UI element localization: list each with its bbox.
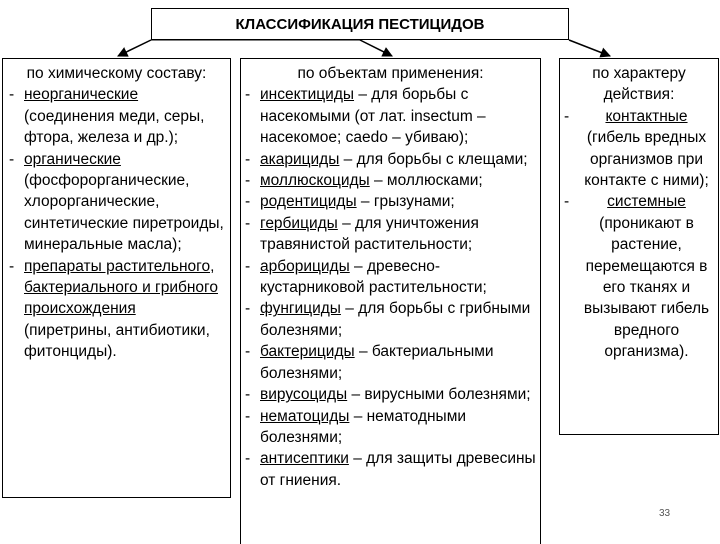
list-item <box>245 406 536 449</box>
dash-bullet: - <box>564 107 570 125</box>
dash-bullet: - <box>9 150 15 168</box>
arrow-right <box>569 40 610 56</box>
term: препараты растительного, бактериального и грибного происхождения <box>24 257 218 318</box>
list-item <box>245 170 536 191</box>
dash-bullet: - <box>245 214 251 232</box>
column-heading: по характеру действия: <box>592 65 686 104</box>
list-item <box>245 448 536 491</box>
column-heading: по химическому составу: <box>26 65 207 82</box>
description: – вирусными болезнями; <box>347 386 531 404</box>
dash-bullet: - <box>245 257 251 275</box>
list-item <box>9 84 224 148</box>
dash-bullet: - <box>564 193 570 211</box>
column-mode-of-action <box>559 58 719 435</box>
list-item <box>245 298 536 341</box>
column-chemical-composition <box>2 58 231 498</box>
term: гербициды <box>260 214 338 232</box>
description: (проникают в растение, перемещаются в его тканях и вызывают гибель вредного организма). <box>583 214 710 361</box>
list-item <box>245 191 536 212</box>
diagram-title-text: КЛАССИФИКАЦИЯ ПЕСТИЦИДОВ <box>235 15 485 33</box>
description: – нематодными болезнями; <box>260 407 467 446</box>
term: бактерициды <box>260 343 355 361</box>
description: – для борьбы с грибными болезнями; <box>260 300 531 339</box>
term: моллюскоциды <box>260 172 370 190</box>
term: системные <box>607 193 686 211</box>
term: нематоциды <box>260 407 350 425</box>
description: (фосфорорганические, хлорорганические, синтетические пиретроиды, минеральные масла); <box>24 172 224 254</box>
list-item <box>564 191 714 362</box>
description: – для борьбы с насекомыми (от лат. insectum – насекомое; caedo – убиваю); <box>260 86 486 147</box>
dash-bullet: - <box>245 150 251 168</box>
description: – бактериальными болезнями; <box>260 343 494 382</box>
list-item <box>245 213 536 256</box>
description: – для борьбы с клещами; <box>339 150 528 168</box>
list-item <box>245 341 536 384</box>
dash-bullet: - <box>9 257 15 275</box>
dash-bullet: - <box>245 193 251 211</box>
dash-bullet: - <box>245 343 251 361</box>
term: фунгициды <box>260 300 341 318</box>
list-item <box>564 106 714 192</box>
description: – древесно-кустарниковой растительности; <box>260 257 487 297</box>
diagram-title <box>151 8 569 40</box>
term: органические <box>24 150 121 168</box>
term: вирусоциды <box>260 386 348 404</box>
description: (гибель вредных организмов при контакте с ними); <box>584 129 709 190</box>
description: – моллюсками; <box>369 172 483 190</box>
term: антисептики <box>260 450 349 468</box>
description: (пиретрины, антибиотики, фитонциды). <box>24 321 210 361</box>
list-item <box>9 256 224 363</box>
arrow-center <box>360 40 392 56</box>
list-item <box>245 149 536 170</box>
term: акарициды <box>260 150 340 168</box>
term: контактные <box>605 107 688 125</box>
list-item <box>9 149 224 256</box>
dash-bullet: - <box>9 86 15 104</box>
dash-bullet: - <box>245 172 251 190</box>
column-application-targets <box>240 58 541 544</box>
list-item <box>245 256 536 299</box>
description: – для защиты древесины от гниения. <box>260 450 536 489</box>
arrow-left <box>118 40 151 56</box>
dash-bullet: - <box>245 86 251 104</box>
list-item <box>245 384 536 405</box>
column-heading: по объектам применения: <box>297 65 484 82</box>
term: арборициды <box>260 257 350 275</box>
term: родентициды <box>260 193 357 211</box>
dash-bullet: - <box>245 450 251 468</box>
dash-bullet: - <box>245 300 251 318</box>
dash-bullet: - <box>245 407 251 425</box>
description: (соединения меди, серы, фтора, железа и др.); <box>24 107 205 147</box>
term: инсектициды <box>260 86 355 104</box>
list-item <box>245 84 536 148</box>
term: неорганические <box>24 86 139 104</box>
description: – грызунами; <box>356 193 455 211</box>
dash-bullet: - <box>245 386 251 404</box>
description: – для уничтожения травянистой растительности; <box>260 214 479 254</box>
page-number: 33 <box>659 508 671 519</box>
